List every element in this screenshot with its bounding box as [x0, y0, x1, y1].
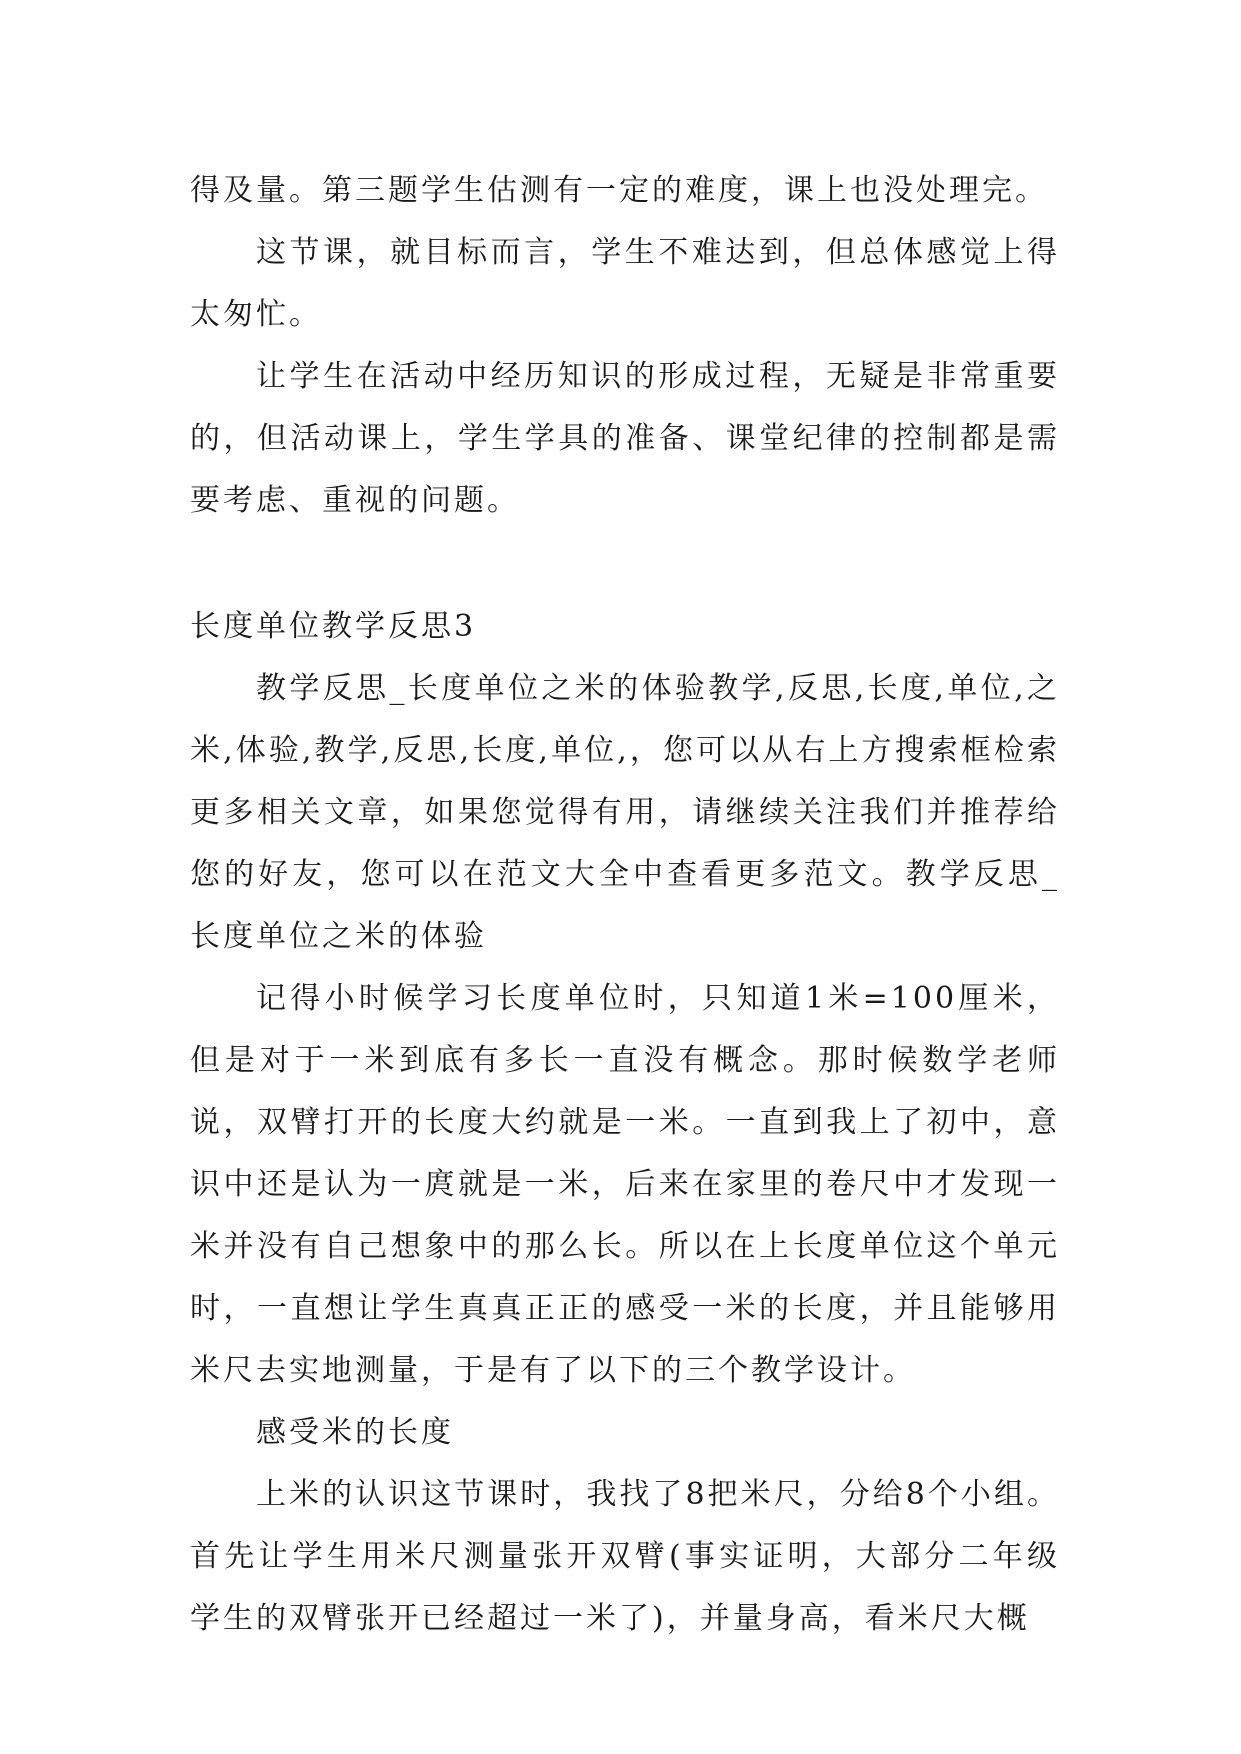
section-heading: 长度单位教学反思3 — [190, 609, 477, 644]
document-body — [190, 160, 1060, 1650]
paragraph-3: 让学生在活动中经历知识的形成过程，无疑是非常重要的，但活动课上，学生学具的准备、课堂纪律的控制都是需要考虑、重视的问题。 — [190, 359, 1060, 518]
paragraph-5: 记得小时候学习长度单位时，只知道1米=100厘米，但是对于一米到底有多长一直没有概念。那时候数学老师说，双臂打开的长度大约就是一米。一直到我上了初中，意识中还是认为一庹就是一米，后来在家里的卷尺中才发现一米并没有自己想象中的那么长。所以在上长度单位这个单元时，一直想让学生真真正正的感受一米的长度，并且能够用米尺去实地测量，于是有了以下的三个教学设计。 — [190, 981, 1060, 1388]
subheading-feel-meter: 感受米的长度 — [256, 1415, 454, 1450]
paragraph-6: 上米的认识这节课时，我找了8把米尺，分给8个小组。首先让学生用米尺测量张开双臂(事实证明，大部分二年级学生的双臂张开已经超过一米了)，并量身高，看米尺大概 — [190, 1477, 1060, 1636]
paragraph-4: 教学反思_长度单位之米的体验教学,反思,长度,单位,之米,体验,教学,反思,长度,单位,，您可以从右上方搜索框检索更多相关文章，如果您觉得有用，请继续关注我们并推荐给您的好友，您可以在范文大全中查看更多范文。教学反思_长度单位之米的体验 — [190, 671, 1060, 954]
paragraph-1: 得及量。第三题学生估测有一定的难度，课上也没处理完。 — [190, 173, 1048, 208]
paragraph-2: 这节课，就目标而言，学生不难达到，但总体感觉上得太匆忙。 — [190, 235, 1060, 332]
